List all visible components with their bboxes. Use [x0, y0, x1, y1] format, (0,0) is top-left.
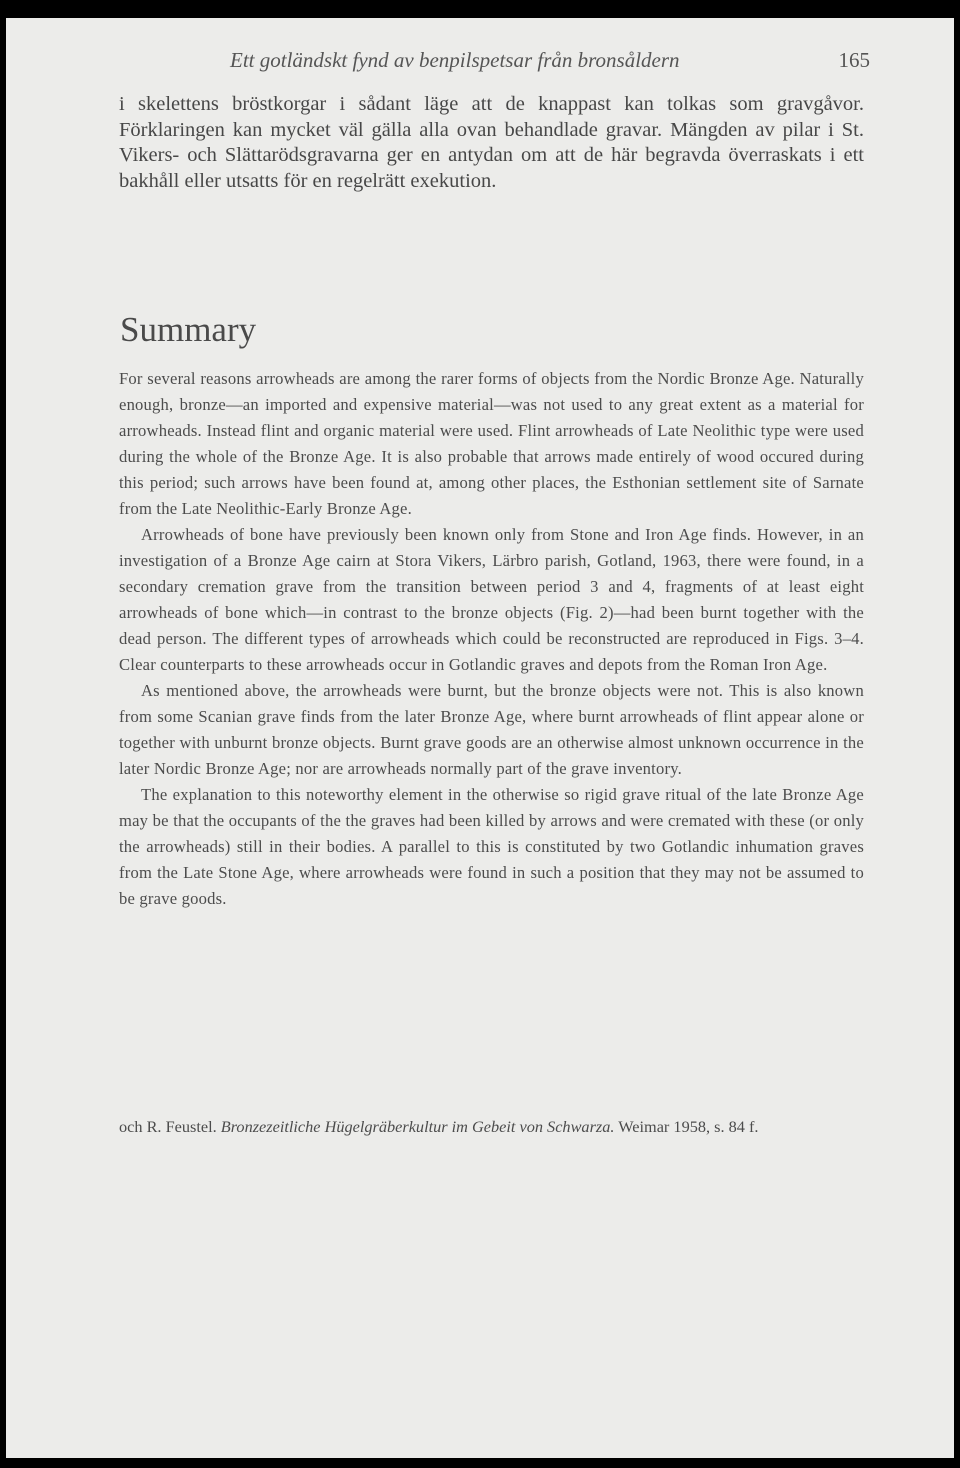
footnote-title: Bronzezeitliche Hügelgräberkultur im Gebeit von Schwarza. [220, 1117, 615, 1136]
summary-heading: Summary [120, 310, 257, 349]
summary-paragraph-3: As mentioned above, the arrowheads were burnt, but the bronze objects were not. This is also known from some Scanian grave finds from the later Bronze Age, where burnt arrowheads of flint appear alone or together with unburnt bronze objects. Burnt grave goods are an otherwise almost unknown occurrence in the later Nordic Bronze Age; nor are arrowheads normally part of the grave inventory. [119, 681, 864, 778]
swedish-paragraph: i skelettens bröstkorgar i sådant läge att de knappast kan tolkas som gravgåvor. Förklaringen kan mycket väl gälla alla ovan behandlade gravar. Mängden av pilar i St. Vikers- och Slättarödsgravarna ger en antydan om att de här begravda överraskats i ett bakhåll eller utsatts för en regelrätt exekution. [119, 93, 864, 192]
summary-body [119, 366, 864, 912]
running-head [230, 48, 870, 73]
footnote [119, 1114, 864, 1139]
footnote-prefix: och R. Feustel. [119, 1117, 221, 1136]
page-number: 165 [838, 48, 870, 72]
summary-paragraph-1: For several reasons arrowheads are among the rarer forms of objects from the Nordic Bronze Age. Naturally enough, bronze—an imported and expensive material—was not used to any great extent as a material for arrowheads. Instead flint and organic material were used. Flint arrowheads of Late Neolithic type were used during the whole of the Bronze Age. It is also probable that arrows made entirely of wood occured during this period; such arrows have been found at, among other places, the Esthonian settlement site of Sarnate from the Late Neolithic-Early Bronze Age. [119, 369, 864, 518]
summary-paragraph-2: Arrowheads of bone have previously been known only from Stone and Iron Age finds. However, in an investigation of a Bronze Age cairn at Stora Vikers, Lärbro parish, Gotland, 1963, there were found, in a secondary cremation grave from the transition between period 3 and 4, fragments of at least eight arrowheads of bone which—in contrast to the bronze objects (Fig. 2)—had been burnt together with the dead person. The different types of arrowheads which could be reconstructed are reproduced in Figs. 3–4. Clear counterparts to these arrowheads occur in Gotlandic graves and depots from the Roman Iron Age. [119, 525, 864, 674]
running-head-title: Ett gotländskt fynd av benpilspetsar från bronsåldern [230, 48, 680, 72]
summary-paragraph-4: The explanation to this noteworthy element in the otherwise so rigid grave ritual of the late Bronze Age may be that the occupants of the the graves had been killed by arrows and were cremated with these (or only the arrowheads) still in their bodies. A parallel to this is constituted by two Gotlandic inhumation graves from the Late Stone Age, where arrowheads were found in such a position that they may not be assumed to be grave goods. [119, 785, 864, 908]
footnote-suffix: Weimar 1958, s. 84 f. [614, 1117, 759, 1136]
book-page [6, 18, 954, 1458]
